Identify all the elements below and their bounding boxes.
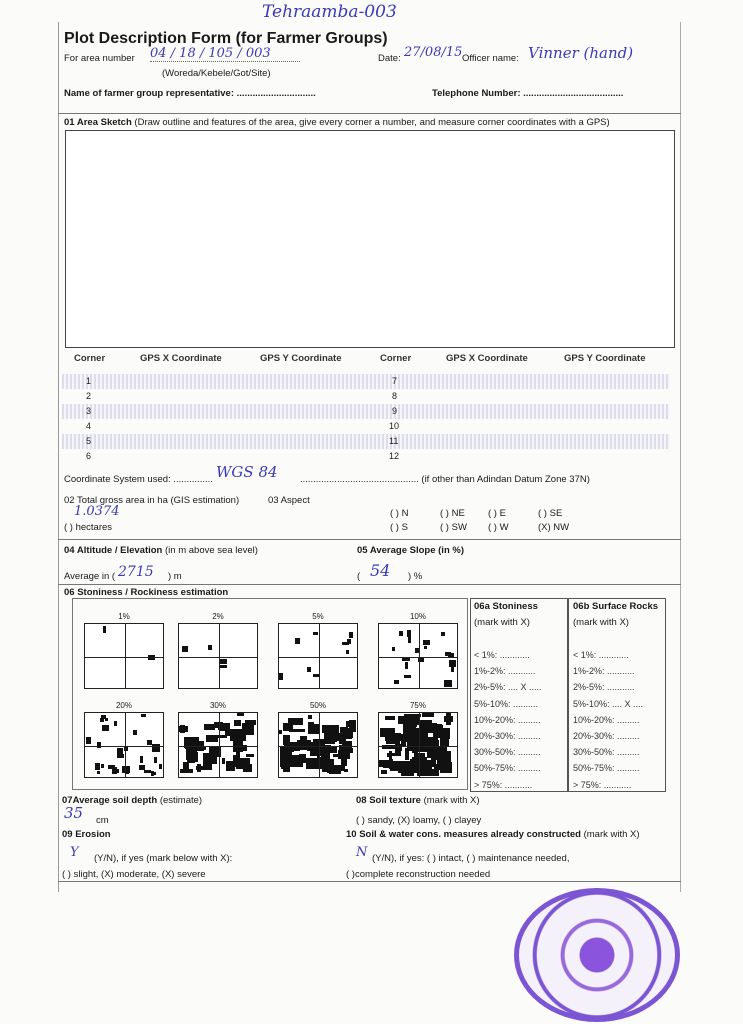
officer-label: Officer name: (462, 53, 519, 64)
slope-value: 54 (370, 561, 391, 580)
aspect-w[interactable]: ( ) W (488, 522, 509, 533)
col-gps-y-left: GPS Y Coordinate (260, 353, 342, 364)
table-row[interactable]: 5 11 (62, 434, 670, 449)
stoniness-chart-frame (72, 598, 468, 790)
swc-answer: N (356, 845, 368, 860)
slope-heading: 05 Average Slope (in %) (357, 545, 464, 556)
stoniness-06a-option[interactable]: > 75%: ........... (474, 779, 533, 790)
stoniness-level-label: 10% (409, 612, 426, 621)
aspect-s[interactable]: ( ) S (390, 522, 408, 533)
altitude-heading: 04 Altitude / Elevation (in m above sea level) (64, 545, 258, 556)
table-row[interactable]: 1 7 (62, 374, 670, 389)
surface-rocks-06b-option[interactable]: 2%-5%: ........... (573, 682, 635, 693)
surface-rocks-06b-option[interactable]: 20%-30%: ......... (573, 731, 640, 741)
aspect-sw[interactable]: ( ) SW (440, 522, 467, 533)
date-value: 27/08/15 (404, 45, 463, 60)
slope-unit: ) % (408, 571, 423, 582)
stoniness-06a-option[interactable]: 5%-10%: .......... (474, 698, 539, 709)
stoniness-heading: 06 Stoniness / Rockiness estimation (64, 587, 229, 598)
surface-rocks-06b-title: 06b Surface Rocks (573, 601, 659, 612)
area-number-label: For area number (64, 53, 135, 64)
col-corner-left: Corner (74, 353, 106, 364)
stoniness-06a-option[interactable]: 30%-50%: ......... (474, 747, 541, 758)
altitude-unit: ) m (168, 571, 182, 582)
area-number-hint: (Woreda/Kebele/Got/Site) (162, 68, 271, 79)
coordinate-system-note: ............................................. (if other than Adindan Datum Zone 37N) (300, 474, 590, 485)
surface-rocks-06b-option[interactable]: < 1%: ............ (573, 650, 629, 660)
aspect-heading: 03 Aspect (268, 495, 310, 506)
gross-area-value: 1.0374 (74, 504, 120, 519)
erosion-levels[interactable]: ( ) slight, (X) moderate, (X) severe (62, 869, 206, 880)
aspect-nw[interactable]: (X) NW (538, 522, 570, 533)
stoniness-level-label: 20% (115, 701, 132, 710)
aspect-n[interactable]: ( ) N (390, 508, 409, 519)
area-number-value: 04 / 18 / 105 / 003 (150, 46, 300, 62)
hectares-label: ( ) hectares (64, 522, 113, 533)
swc-heading: 10 Soil & water cons. measures already constructed (mark with X) (346, 829, 640, 840)
erosion-heading: 09 Erosion (62, 829, 111, 840)
stoniness-06a-option[interactable]: 10%-20%: ......... (474, 714, 541, 725)
stoniness-06a-option[interactable]: < 1%: ............ (474, 650, 530, 660)
stoniness-06a-option[interactable]: 1%-2%: ........... (474, 666, 536, 677)
col-gps-y-right: GPS Y Coordinate (564, 353, 646, 364)
divider (58, 881, 681, 882)
divider (58, 113, 681, 114)
soil-depth-heading: 07Average soil depth (estimate) (62, 795, 203, 806)
surface-rocks-06b-option[interactable]: 10%-20%: ......... (573, 714, 640, 725)
table-row[interactable]: 4 10 (86, 421, 400, 431)
soil-depth-value: 35 (64, 804, 84, 822)
col-gps-x-left: GPS X Coordinate (140, 353, 222, 364)
col-gps-x-right: GPS X Coordinate (446, 353, 528, 364)
col-corner-right: Corner (380, 353, 412, 364)
corner-coordinates-table (62, 353, 670, 463)
date-label: Date: (378, 53, 401, 64)
soil-texture-options[interactable]: ( ) sandy, (X) loamy, ( ) clayey (356, 815, 482, 826)
telephone-label: Telephone Number: ...................................... (432, 88, 624, 99)
surface-rocks-06b-option[interactable]: 30%-50%: ......... (573, 747, 640, 758)
erosion-answer: Y (70, 845, 79, 860)
swc-text-2: ( )complete reconstruction needed (346, 869, 491, 880)
surface-rocks-06b-hint: (mark with X) (573, 617, 629, 628)
aspect-e[interactable]: ( ) E (488, 508, 506, 519)
coordinate-system-label: Coordinate System used: ............... (64, 474, 213, 485)
soil-texture-heading: 08 Soil texture (mark with X) (356, 795, 480, 806)
handwritten-plot-id: Tehraamba-003 (262, 2, 397, 22)
aspect-se[interactable]: ( ) SE (538, 508, 563, 519)
table-row[interactable]: 3 9 (62, 404, 670, 419)
group-rep-label: Name of farmer group representative: .............................. (64, 88, 316, 99)
swc-text: (Y/N), if yes: ( ) intact, ( ) maintenance needed, (372, 853, 570, 864)
official-stamp (514, 888, 680, 1022)
stoniness-06a-option[interactable]: 2%-5%: .... X ..... (474, 682, 542, 693)
divider (58, 584, 681, 585)
stoniness-06a-hint: (mark with X) (474, 617, 530, 628)
stoniness-06a-option[interactable]: 20%-30%: ......... (474, 731, 541, 741)
stoniness-level-label: 1% (118, 612, 130, 621)
surface-rocks-06b-option[interactable]: 5%-10%: .... X .... (573, 698, 644, 709)
table-row[interactable]: 6 12 (86, 451, 400, 461)
stoniness-level-label: 30% (209, 701, 226, 710)
form-title: Plot Description Form (for Farmer Groups) (64, 30, 388, 47)
aspect-ne[interactable]: ( ) NE (440, 508, 465, 519)
erosion-text: (Y/N), if yes (mark below with X): (94, 853, 233, 864)
divider (58, 539, 681, 540)
soil-depth-unit: cm (96, 815, 109, 826)
altitude-value: 2715 (118, 564, 154, 580)
gross-area-heading: 02 Total gross area in ha (GIS estimation) (64, 495, 240, 506)
table-row[interactable]: 2 8 (86, 391, 398, 401)
altitude-label: Average in ( (64, 571, 116, 582)
stoniness-06a-title: 06a Stoniness (474, 601, 538, 612)
stoniness-level-label: 2% (212, 612, 224, 621)
surface-rocks-06b-option[interactable]: > 75%: ........... (573, 779, 632, 790)
slope-open: ( (357, 571, 361, 582)
coordinate-system-value: WGS 84 (216, 463, 278, 481)
surface-rocks-06b-option[interactable]: 50%-75%: ......... (573, 763, 640, 774)
officer-signature: Vinner (hand) (528, 44, 634, 62)
stoniness-level-label: 50% (309, 701, 326, 710)
area-sketch-heading: 01 Area Sketch (Draw outline and features of the area, give every corner a number, and measure corner coordinates with a GPS) (64, 117, 610, 128)
area-sketch-box[interactable] (65, 130, 675, 348)
stoniness-06a-option[interactable]: 50%-75%: ......... (474, 763, 541, 774)
surface-rocks-06b-option[interactable]: 1%-2%: ........... (573, 666, 635, 677)
stoniness-level-label: 5% (312, 612, 324, 621)
stoniness-level-label: 75% (409, 701, 426, 710)
